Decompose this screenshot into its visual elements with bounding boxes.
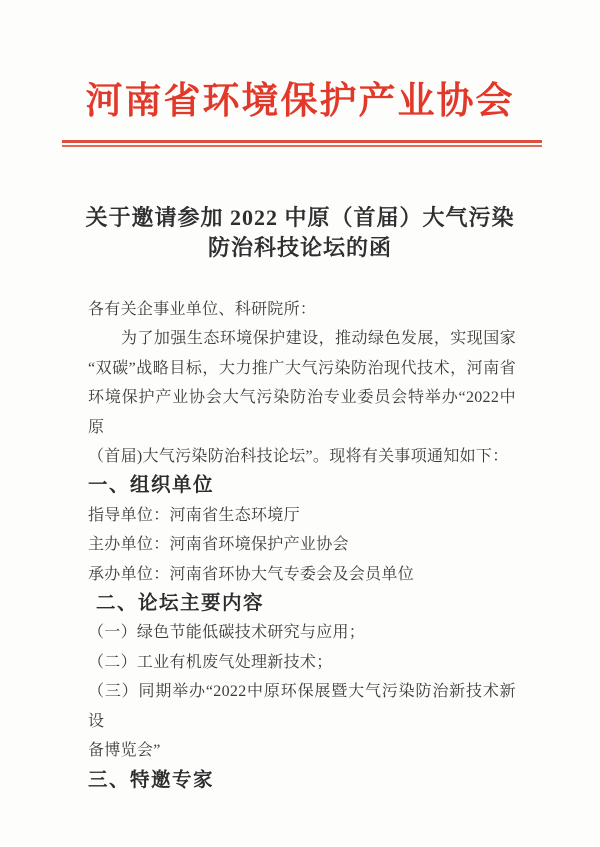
letterhead-divider <box>62 140 542 147</box>
divider-thin-line <box>62 145 542 147</box>
forum-content-item-2: （二）工业有机废气处理新技术； <box>88 653 333 671</box>
section-heading-organizers: 一、组织单位 <box>88 474 215 497</box>
letterhead-org-name: 河南省环境保护产业协会 <box>85 81 515 122</box>
title-line-1: 关于邀请参加 2022 中原（首届）大气污染 <box>85 205 515 230</box>
organizer-item-guidance: 指导单位：河南省生态环境厅 <box>88 506 300 524</box>
intro-line-4: （首届)大气污染防治科技论坛”。现将有关事项通知如下： <box>88 448 509 466</box>
document-title <box>0 203 600 262</box>
intro-line-3: 环境保护产业协会大气污染防治专业委员会特举办“2022中原 <box>88 389 516 436</box>
organizer-item-undertaker: 承办单位：河南省环协大气专委会及会员单位 <box>88 565 415 583</box>
forum-content-item-1: （一）绿色节能低碳技术研究与应用； <box>88 624 366 642</box>
document-body <box>88 295 516 795</box>
forum-content-item-3-continued: 备博览会” <box>88 742 161 760</box>
title-line-2: 防治科技论坛的函 <box>207 234 392 260</box>
intro-line-2: “双碳”战略目标，大力推广大气污染防治现代技术，河南省 <box>88 359 516 377</box>
intro-line-1: 为了加强生态环境保护建设，推动绿色发展，实现国家 <box>121 330 516 348</box>
forum-content-item-3: （三）同期举办“2022中原环保展暨大气污染防治新技术新设 <box>88 683 516 730</box>
organizer-item-host: 主办单位：河南省环境保护产业协会 <box>88 536 349 554</box>
section-heading-forum-content: 二、论坛主要内容 <box>96 592 265 615</box>
section-heading-invited-experts: 三、特邀专家 <box>88 768 215 791</box>
salutation: 各有关企事业单位、科研院所： <box>88 301 317 318</box>
divider-thick-line <box>62 140 542 143</box>
